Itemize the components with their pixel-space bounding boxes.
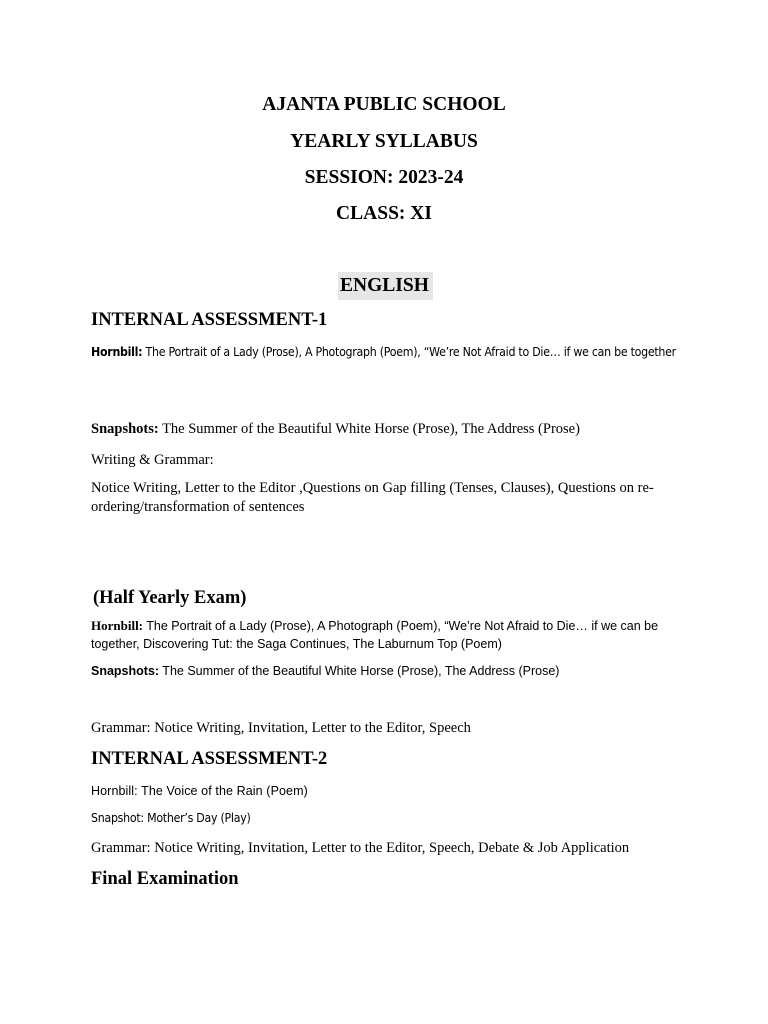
half-yearly-hornbill (91, 617, 681, 653)
half-yearly-grammar: Grammar: Notice Writing, Invitation, Letter to the Editor, Speech (91, 720, 471, 736)
half-yearly-snapshots-text: The Summer of the Beautiful White Horse (Prose), The Address (Prose) (159, 664, 560, 678)
syllabus-title: YEARLY SYLLABUS (290, 131, 478, 152)
ia2-snapshot: Snapshot: Mother’s Day (Play) (91, 811, 251, 825)
ia1-hornbill-label: Hornbill: (91, 345, 143, 359)
ia2-hornbill (91, 782, 691, 801)
ia2-heading: INTERNAL ASSESSMENT-2 (91, 749, 328, 769)
ia1-snapshots-label: Snapshots: (91, 421, 159, 437)
subject-heading: ENGLISH (338, 272, 433, 300)
half-yearly-heading: (Half Yearly Exam) (93, 588, 247, 608)
ia1-snapshots (91, 420, 691, 439)
ia1-writing-grammar: Writing & Grammar: (91, 452, 214, 468)
ia2-grammar: Grammar: Notice Writing, Invitation, Letter to the Editor, Speech, Debate & Job Application (91, 840, 630, 856)
school-name: AJANTA PUBLIC SCHOOL (262, 94, 506, 115)
ia2-hornbill-label: Hornbill: (91, 784, 142, 798)
ia1-notice-writing: Notice Writing, Letter to the Editor ,Questions on Gap filling (Tenses, Clauses), Questions on re-ordering/transformation of sentences (91, 480, 654, 515)
ia1-snapshots-text: The Summer of the Beautiful White Horse (Prose), The Address (Prose) (158, 421, 580, 437)
ia2-hornbill-text: The Voice of the Rain (Poem) (141, 784, 308, 798)
class-label: CLASS: XI (336, 203, 432, 224)
session-label: SESSION: 2023-24 (304, 167, 464, 188)
half-yearly-snapshots (91, 662, 681, 680)
ia1-hornbill-text: The Portrait of a Lady (Prose), A Photograph (Poem), “We’re Not Afraid to Die… if we can be together (142, 345, 676, 359)
final-exam-heading: Final Examination (91, 869, 239, 889)
ia1-hornbill (91, 343, 680, 362)
half-yearly-snapshots-label: Snapshots: (91, 664, 160, 678)
ia1-heading: INTERNAL ASSESSMENT-1 (91, 310, 328, 330)
half-yearly-hornbill-label: Hornbill: (91, 618, 144, 633)
half-yearly-hornbill-text: The Portrait of a Lady (Prose), A Photograph (Poem), “We’re Not Afraid to Die… if we can be together, Discovering Tut: the Saga Continues, The Laburnum Top (Poem) (91, 619, 659, 651)
